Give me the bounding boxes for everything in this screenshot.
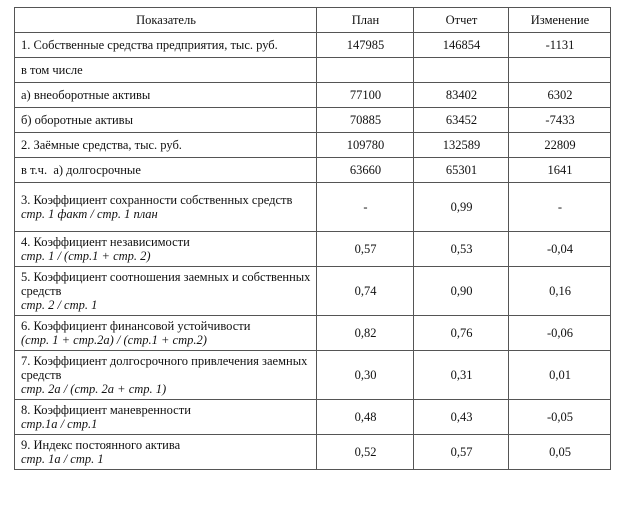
indicator-name: в том числе <box>21 63 83 77</box>
indicator-formula: (стр. 1 + стр.2а) / (стр.1 + стр.2) <box>21 333 207 347</box>
report-cell: 0,76 <box>414 316 509 351</box>
plan-cell: 70885 <box>317 108 414 133</box>
plan-cell: - <box>317 183 414 232</box>
report-cell: 0,43 <box>414 400 509 435</box>
header-change: Изменение <box>509 8 611 33</box>
table-row <box>15 267 611 316</box>
indicator-cell <box>15 183 317 232</box>
change-cell: -1131 <box>509 33 611 58</box>
report-cell: 65301 <box>414 158 509 183</box>
indicator-cell <box>15 158 317 183</box>
indicator-name: 3. Коэффициент сохранности собственных средств <box>21 193 293 207</box>
table-row <box>15 316 611 351</box>
report-cell: 0,31 <box>414 351 509 400</box>
report-cell: 132589 <box>414 133 509 158</box>
indicator-name: б) оборотные активы <box>21 113 133 127</box>
indicator-formula: стр. 2 / стр. 1 <box>21 298 98 312</box>
indicator-cell <box>15 33 317 58</box>
header-plan: План <box>317 8 414 33</box>
change-cell: 0,01 <box>509 351 611 400</box>
plan-cell: 63660 <box>317 158 414 183</box>
report-cell <box>414 58 509 83</box>
plan-cell <box>317 58 414 83</box>
change-cell <box>509 58 611 83</box>
report-cell: 0,57 <box>414 435 509 470</box>
indicator-formula: стр. 1 факт / стр. 1 план <box>21 207 158 221</box>
plan-cell: 0,57 <box>317 232 414 267</box>
report-cell: 0,90 <box>414 267 509 316</box>
indicator-name: а) внеоборотные активы <box>21 88 151 102</box>
plan-cell: 0,74 <box>317 267 414 316</box>
indicator-name: 1. Собственные средства предприятия, тыс. руб. <box>21 38 278 52</box>
report-cell: 83402 <box>414 83 509 108</box>
report-cell: 0,53 <box>414 232 509 267</box>
change-cell: -0,04 <box>509 232 611 267</box>
indicator-name: 8. Коэффициент маневренности <box>21 403 191 417</box>
indicator-name: в т.ч. а) долгосрочные <box>21 163 141 177</box>
change-cell: 6302 <box>509 83 611 108</box>
plan-cell: 0,30 <box>317 351 414 400</box>
indicator-cell <box>15 108 317 133</box>
table-row <box>15 435 611 470</box>
report-cell: 63452 <box>414 108 509 133</box>
header-report: Отчет <box>414 8 509 33</box>
indicator-cell <box>15 400 317 435</box>
indicator-name: 6. Коэффициент финансовой устойчивости <box>21 319 251 333</box>
indicator-cell <box>15 351 317 400</box>
table-row <box>15 58 611 83</box>
change-cell: - <box>509 183 611 232</box>
indicator-cell <box>15 435 317 470</box>
table-row <box>15 400 611 435</box>
change-cell: 0,16 <box>509 267 611 316</box>
indicator-cell <box>15 267 317 316</box>
table-row <box>15 83 611 108</box>
indicator-name: 9. Индекс постоянного актива <box>21 438 181 452</box>
indicator-cell <box>15 83 317 108</box>
indicator-name: 5. Коэффициент соотношения заемных и собственных средств <box>21 270 311 298</box>
table-header-row <box>15 8 611 33</box>
header-indicator: Показатель <box>15 8 317 33</box>
indicator-cell <box>15 316 317 351</box>
table-row <box>15 232 611 267</box>
indicator-name: 7. Коэффициент долгосрочного привлечения заемных средств <box>21 354 308 382</box>
indicator-cell <box>15 133 317 158</box>
plan-cell: 0,48 <box>317 400 414 435</box>
indicator-formula: стр. 1а / стр. 1 <box>21 452 104 466</box>
table-row <box>15 133 611 158</box>
change-cell: 22809 <box>509 133 611 158</box>
table-row <box>15 33 611 58</box>
change-cell: -0,05 <box>509 400 611 435</box>
financial-indicators-table <box>14 7 611 470</box>
indicator-cell <box>15 232 317 267</box>
table-row <box>15 183 611 232</box>
plan-cell: 77100 <box>317 83 414 108</box>
table-row <box>15 108 611 133</box>
indicator-formula: стр. 2а / (стр. 2а + стр. 1) <box>21 382 167 396</box>
table-row <box>15 351 611 400</box>
change-cell: -0,06 <box>509 316 611 351</box>
report-cell: 146854 <box>414 33 509 58</box>
plan-cell: 0,52 <box>317 435 414 470</box>
change-cell: 1641 <box>509 158 611 183</box>
indicator-formula: стр.1а / стр.1 <box>21 417 98 431</box>
indicator-cell <box>15 58 317 83</box>
indicator-formula: стр. 1 / (стр.1 + стр. 2) <box>21 249 151 263</box>
plan-cell: 109780 <box>317 133 414 158</box>
plan-cell: 147985 <box>317 33 414 58</box>
indicator-name: 2. Заёмные средства, тыс. руб. <box>21 138 182 152</box>
table-row <box>15 158 611 183</box>
report-cell: 0,99 <box>414 183 509 232</box>
change-cell: -7433 <box>509 108 611 133</box>
change-cell: 0,05 <box>509 435 611 470</box>
plan-cell: 0,82 <box>317 316 414 351</box>
indicator-name: 4. Коэффициент независимости <box>21 235 190 249</box>
